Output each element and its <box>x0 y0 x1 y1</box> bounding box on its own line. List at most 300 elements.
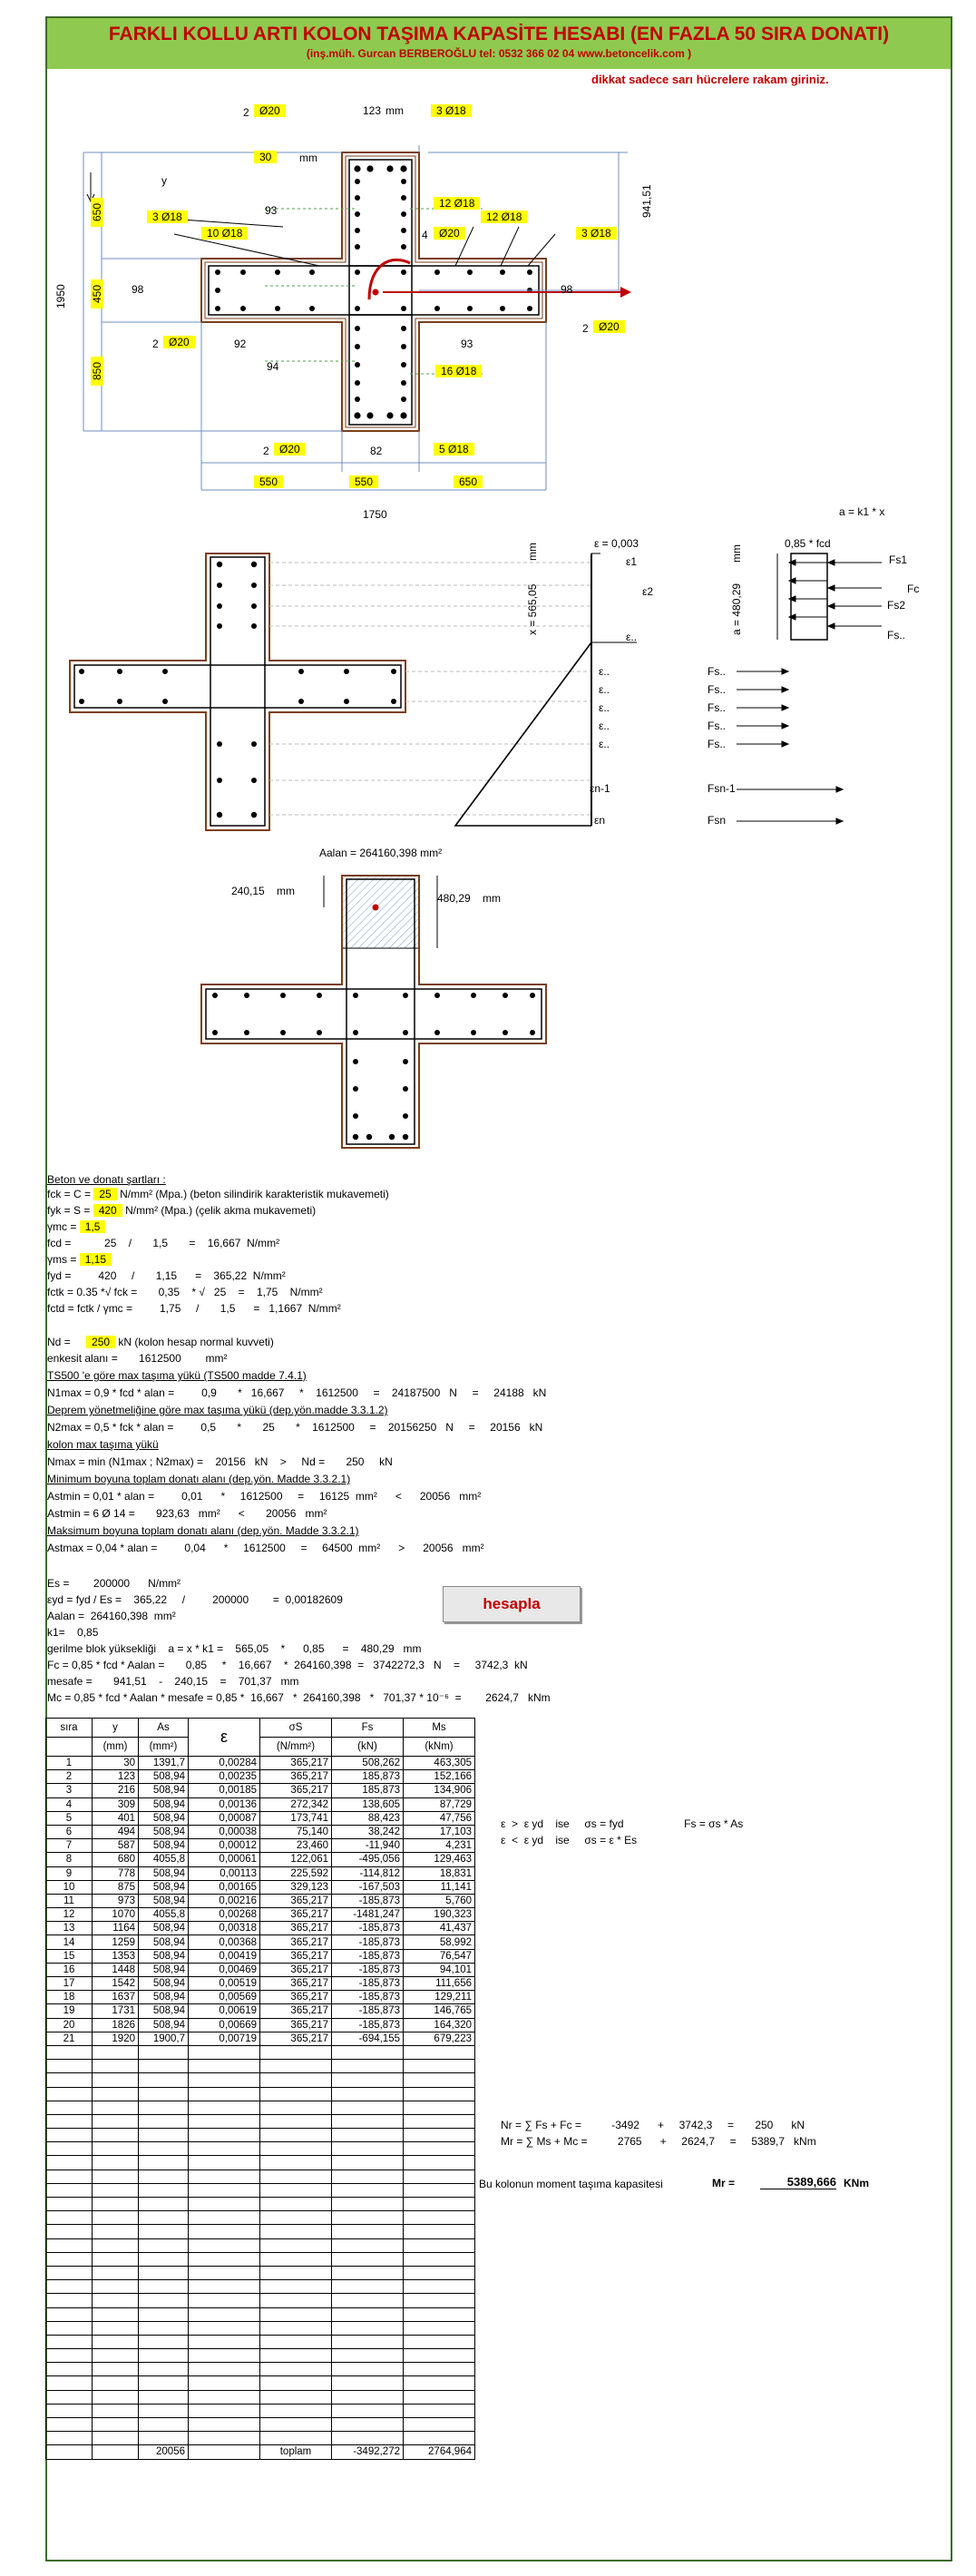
table-cell: 0,00268 <box>189 1908 260 1922</box>
table-cell: 185,873 <box>332 1770 404 1784</box>
table-cell: 365,217 <box>260 1757 332 1770</box>
table-cell-empty <box>260 2376 332 2390</box>
table-cell: -185,873 <box>332 1949 404 1963</box>
table-cell: 17,103 <box>404 1825 475 1838</box>
table-row-empty <box>46 2335 475 2348</box>
fck-label: fck = C = <box>47 1188 92 1200</box>
bar-10-18-input[interactable]: 10 Ø18 <box>201 227 248 240</box>
table-cell-empty <box>332 2101 404 2114</box>
table-cell-empty <box>332 2294 404 2307</box>
table-cell: 122,061 <box>260 1853 332 1866</box>
table-cell-empty <box>93 2142 139 2156</box>
table-cell: 365,217 <box>260 1991 332 2004</box>
total-fs: -3492,272 <box>332 2445 404 2459</box>
fc-label: Fc <box>907 583 920 595</box>
table-row <box>46 1797 475 1811</box>
eps2: ε2 <box>642 585 654 598</box>
table-cell-empty <box>332 2432 404 2445</box>
table-cell-empty <box>404 2183 475 2197</box>
total-ms: 2764,964 <box>404 2445 475 2459</box>
table-row-empty <box>46 2142 475 2156</box>
table-cell-empty <box>93 2321 139 2335</box>
table-cell-empty <box>260 2252 332 2266</box>
table-cell-empty <box>260 2114 332 2128</box>
table-cell-empty <box>260 2170 332 2183</box>
fck-input[interactable]: 25 <box>93 1188 116 1200</box>
eps-row-3: ε.. <box>599 701 610 714</box>
table-cell-empty <box>46 2156 93 2170</box>
width-550a-input[interactable]: 550 <box>254 475 283 488</box>
table-cell: 508,94 <box>139 2018 189 2032</box>
table-cell: 1070 <box>93 1908 139 1922</box>
dim-850-input[interactable]: 850 <box>91 357 103 386</box>
table-row <box>46 1811 475 1825</box>
table-cell-empty <box>404 2073 475 2087</box>
fs-row-5: Fs.. <box>708 738 726 750</box>
eps-n1: εn-1 <box>590 782 610 795</box>
table-cell: 14 <box>46 1935 93 1949</box>
table-cell-empty <box>139 2211 189 2225</box>
table-cell: 0,00318 <box>189 1922 260 1935</box>
eps-n: εn <box>594 814 606 827</box>
table-cell-empty <box>189 2142 260 2156</box>
table-row-empty <box>46 2101 475 2114</box>
table-cell-empty <box>139 2170 189 2183</box>
table-cell-empty <box>46 2376 93 2390</box>
table-cell-empty <box>332 2198 404 2211</box>
fs1-label: Fs1 <box>889 553 908 566</box>
page-title: FARKLI KOLLU ARTI KOLON TAŞIMA KAPASİTE HESABI (EN FAZLA 50 SIRA DONATI) <box>108 24 890 44</box>
table-cell: 0,00419 <box>189 1949 260 1963</box>
table-cell-empty <box>332 2349 404 2363</box>
block-line: gerilme blok yüksekliği a = x * k1 = 565,05 * 0,85 = 480,29 mm <box>47 1642 422 1655</box>
table-cell-empty <box>46 2114 93 2128</box>
table-cell-empty <box>404 2335 475 2348</box>
table-cell-empty <box>332 2060 404 2073</box>
unit-mm-x: mm <box>526 543 539 561</box>
dim-93-left: 93 <box>265 204 278 217</box>
table-cell: -11,940 <box>332 1839 404 1853</box>
table-row-empty <box>46 2156 475 2170</box>
table-cell: 30 <box>93 1757 139 1770</box>
table-cell-empty <box>93 2060 139 2073</box>
table-cell: 508,94 <box>139 1894 189 1907</box>
table-cell-empty <box>46 2266 93 2279</box>
table-cell-empty <box>93 2183 139 2197</box>
bar-16-18-input[interactable]: 16 Ø18 <box>435 365 482 377</box>
table-cell: 12 <box>46 1908 93 1922</box>
table-cell-empty <box>139 2349 189 2363</box>
table-cell: 164,320 <box>404 2018 475 2032</box>
table-cell-empty <box>93 2156 139 2170</box>
nd-label: Nd = <box>47 1336 71 1348</box>
table-cell-empty <box>332 2073 404 2087</box>
table-cell-empty <box>93 2225 139 2238</box>
table-cell: 18,831 <box>404 1866 475 1880</box>
unit-mm-a: mm <box>730 544 743 563</box>
gms-input[interactable]: 1,15 <box>80 1253 112 1266</box>
table-cell-empty <box>332 2404 404 2417</box>
table-cell-empty <box>189 2266 260 2279</box>
table-cell: 365,217 <box>260 1922 332 1935</box>
table-cell: 5 <box>46 1811 93 1825</box>
table-cell-empty <box>46 2404 93 2417</box>
mc-line: Mc = 0,85 * fcd * Aalan * mesafe = 0,85 * 16,667 * 264160,398 * 701,37 * 10⁻⁶ = 2624,7 kNm <box>47 1691 551 1704</box>
table-cell-empty <box>46 2211 93 2225</box>
table-cell-empty <box>260 2363 332 2376</box>
table-cell-empty <box>260 2156 332 2170</box>
table-cell-empty <box>139 2198 189 2211</box>
table-cell-empty <box>404 2390 475 2404</box>
th-eps: ε <box>189 1719 260 1757</box>
table-cell-empty <box>93 2073 139 2087</box>
table-cell: 173,741 <box>260 1811 332 1825</box>
table-cell-empty <box>332 2321 404 2335</box>
table-cell: 0,00619 <box>189 2004 260 2018</box>
gms-label: γms = <box>47 1253 77 1266</box>
table-row <box>46 1839 475 1853</box>
table-cell-empty <box>139 2073 189 2087</box>
table-cell: 679,223 <box>404 2032 475 2045</box>
table-cell: 494 <box>93 1825 139 1838</box>
table-cell-empty <box>332 2390 404 2404</box>
table-cell-empty <box>404 2060 475 2073</box>
table-cell: 508,94 <box>139 1784 189 1797</box>
y-axis-label: y <box>161 174 167 187</box>
table-cell: 5,760 <box>404 1894 475 1907</box>
table-cell-empty <box>404 2129 475 2142</box>
table-cell: 10 <box>46 1880 93 1894</box>
table-cell-empty <box>93 2045 139 2059</box>
dim-650-input[interactable]: 650 <box>91 198 103 227</box>
table-cell-empty <box>139 2156 189 2170</box>
table-row-empty <box>46 2294 475 2307</box>
table-cell: 463,305 <box>404 1757 475 1770</box>
nr-line: Nr = ∑ Fs + Fc = -3492 + 3742,3 = 250 kN <box>501 2119 805 2131</box>
table-cell-empty <box>404 2114 475 2128</box>
table-cell: 365,217 <box>260 1949 332 1963</box>
table-cell: 0,00216 <box>189 1894 260 1907</box>
total-as: 20056 <box>139 2445 189 2459</box>
table-cell-empty <box>93 2266 139 2279</box>
table-cell-empty <box>46 2390 93 2404</box>
fyk-desc: N/mm² (Mpa.) (çelik akma mukavemeti) <box>125 1204 317 1217</box>
table-cell: 2 <box>46 1770 93 1784</box>
fs-row-2: Fs.. <box>708 683 726 696</box>
table-cell: 8 <box>46 1853 93 1866</box>
table-cell: 1920 <box>93 2032 139 2045</box>
bar-3-18-left-input[interactable]: 3 Ø18 <box>147 211 188 223</box>
table-cell-empty <box>139 2418 189 2432</box>
table-cell-empty <box>139 2142 189 2156</box>
es-line: Es = 200000 N/mm² <box>47 1577 181 1590</box>
a-formula: a = k1 * x <box>839 505 885 518</box>
table-cell: 508,94 <box>139 1935 189 1949</box>
fsn-label: Fsn <box>708 814 727 827</box>
kmax-heading: kolon max taşıma yükü <box>47 1438 159 1451</box>
table-cell: -114,812 <box>332 1866 404 1880</box>
bar-4-20-input[interactable]: Ø20 <box>434 227 465 240</box>
bar-5-18-input[interactable]: 5 Ø18 <box>434 443 474 455</box>
table-row <box>46 1825 475 1838</box>
table-cell: 1542 <box>93 1977 139 1991</box>
table-unit-row <box>46 1738 475 1757</box>
table-cell-empty <box>332 2418 404 2432</box>
table-cell: 0,00185 <box>189 1784 260 1797</box>
table-cell-empty <box>332 2225 404 2238</box>
cover-input[interactable]: 30 <box>254 151 277 163</box>
table-cell: 365,217 <box>260 1770 332 1784</box>
table-row <box>46 1991 475 2004</box>
bar-count-right: 2 <box>582 322 589 335</box>
eps-row-4: ε.. <box>599 720 610 732</box>
table-cell-empty <box>404 2238 475 2252</box>
table-cell: 365,217 <box>260 1963 332 1976</box>
table-cell-empty <box>332 2363 404 2376</box>
table-cell-empty <box>93 2404 139 2417</box>
table-cell-empty <box>189 2170 260 2183</box>
table-cell-empty <box>46 2307 93 2321</box>
table-row-empty <box>46 2376 475 2390</box>
table-cell: 123 <box>93 1770 139 1784</box>
table-cell: 4055,8 <box>139 1908 189 1922</box>
table-cell-empty <box>93 2376 139 2390</box>
table-cell: 15 <box>46 1949 93 1963</box>
table-row-empty <box>46 2238 475 2252</box>
nmax-line: Nmax = min (N1max ; N2max) = 20156 kN > Nd = 250 kN <box>47 1455 393 1468</box>
table-cell: 365,217 <box>260 1908 332 1922</box>
table-cell-empty <box>332 2183 404 2197</box>
adepth-value: 480,29 <box>437 892 471 905</box>
table-cell: 508,94 <box>139 1770 189 1784</box>
mr-label: Mr = <box>712 2177 736 2189</box>
table-row <box>46 1977 475 1991</box>
nd-input[interactable]: 250 <box>86 1336 115 1348</box>
table-cell-empty <box>93 2129 139 2142</box>
mr-unit: KNm <box>844 2177 870 2189</box>
table-cell-empty <box>332 2335 404 2348</box>
table-cell-empty <box>139 2225 189 2238</box>
table-cell-empty <box>260 2418 332 2432</box>
table-row <box>46 1922 475 1935</box>
table-cell: 58,992 <box>404 1935 475 1949</box>
table-cell-empty <box>139 2363 189 2376</box>
table-cell: 87,729 <box>404 1797 475 1811</box>
area-line: enkesit alanı = 1612500 mm² <box>47 1352 228 1365</box>
unit-mm-2: mm <box>299 152 317 164</box>
table-cell: 973 <box>93 1894 139 1907</box>
table-cell-empty <box>189 2280 260 2294</box>
table-cell: 587 <box>93 1839 139 1853</box>
table-cell-empty <box>189 2073 260 2087</box>
table-cell-empty <box>93 2238 139 2252</box>
table-cell: 0,00038 <box>189 1825 260 1838</box>
bar-dia-top-input[interactable]: Ø20 <box>254 104 286 117</box>
table-cell-empty <box>46 2294 93 2307</box>
table-row <box>46 1770 475 1784</box>
mr-value: 5389,666 <box>760 2175 836 2189</box>
fctk-line: fctk = 0.35 *√ fck = 0,35 * √ 25 = 1,75 N/mm² <box>47 1286 323 1298</box>
aalan-label: Aalan = 264160,398 mm² <box>319 847 443 859</box>
table-cell-empty <box>93 2101 139 2114</box>
table-row-empty <box>46 2349 475 2363</box>
table-cell-empty <box>404 2349 475 2363</box>
gmc-input[interactable]: 1,5 <box>80 1220 106 1233</box>
k1-line: k1= 0,85 <box>47 1626 99 1639</box>
table-cell-empty <box>189 2418 260 2432</box>
bar-12-18-b-input[interactable]: 12 Ø18 <box>481 211 527 223</box>
table-cell-empty <box>332 2045 404 2059</box>
table-cell-empty <box>260 2390 332 2404</box>
table-cell-empty <box>46 2335 93 2348</box>
fs-row-3: Fs.. <box>708 701 726 714</box>
table-row-empty <box>46 2045 475 2059</box>
dim-82: 82 <box>370 445 383 457</box>
rule-2: ε < ε yd ise σs = ε * Es <box>501 1834 638 1846</box>
table-cell: 23,460 <box>260 1839 332 1853</box>
table-cell: 16 <box>46 1963 93 1976</box>
fyk-input[interactable]: 420 <box>93 1204 122 1217</box>
table-row <box>46 1949 475 1963</box>
table-cell: 365,217 <box>260 2018 332 2032</box>
table-cell-empty <box>404 2432 475 2445</box>
table-cell: 778 <box>93 1866 139 1880</box>
table-cell: 185,873 <box>332 1784 404 1797</box>
table-cell-empty <box>46 2073 93 2087</box>
table-cell-empty <box>260 2335 332 2348</box>
table-cell: 0,00284 <box>189 1757 260 1770</box>
bar-12-18-a-input[interactable]: 12 Ø18 <box>434 197 480 210</box>
dim-top-spacing: 123 <box>363 104 382 117</box>
table-cell: 1391,7 <box>139 1757 189 1770</box>
table-cell-empty <box>332 2142 404 2156</box>
table-cell: 1259 <box>93 1935 139 1949</box>
table-cell-empty <box>93 2432 139 2445</box>
table-row <box>46 1908 475 1922</box>
table-row <box>46 2032 475 2045</box>
dim-450-input[interactable]: 450 <box>91 279 103 309</box>
unit-fs: (kN) <box>332 1738 404 1757</box>
th-ms: Ms <box>404 1719 475 1738</box>
table-cell-empty <box>189 2129 260 2142</box>
width-650-input[interactable]: 650 <box>454 475 483 488</box>
table-cell: -185,873 <box>332 2018 404 2032</box>
table-cell-empty <box>93 2114 139 2128</box>
table-cell: 508,94 <box>139 1839 189 1853</box>
table-cell: 0,00368 <box>189 1935 260 1949</box>
table-row-empty <box>46 2418 475 2432</box>
table-cell-empty <box>189 2363 260 2376</box>
table-cell: 134,906 <box>404 1784 475 1797</box>
table-cell-empty <box>189 2156 260 2170</box>
fcd-line: fcd = 25 / 1,5 = 16,667 N/mm² <box>47 1237 280 1249</box>
table-cell-empty <box>332 2238 404 2252</box>
table-row <box>46 1853 475 1866</box>
table-cell: -185,873 <box>332 1991 404 2004</box>
table-row-empty <box>46 2321 475 2335</box>
table-cell-empty <box>404 2307 475 2321</box>
table-cell: 111,656 <box>404 1977 475 1991</box>
table-cell: 4 <box>46 1797 93 1811</box>
table-cell-empty <box>139 2129 189 2142</box>
table-cell-empty <box>189 2087 260 2101</box>
table-cell-empty <box>139 2280 189 2294</box>
table-cell: 21 <box>46 2032 93 2045</box>
table-cell-empty <box>46 2252 93 2266</box>
table-cell: 680 <box>93 1853 139 1866</box>
table-cell-empty <box>93 2087 139 2101</box>
table-row-empty <box>46 2198 475 2211</box>
calculate-button[interactable]: hesapla <box>443 1586 581 1622</box>
table-cell: 0,00719 <box>189 2032 260 2045</box>
table-cell-empty <box>93 2390 139 2404</box>
table-cell-empty <box>46 2280 93 2294</box>
table-cell-empty <box>46 2101 93 2114</box>
astmin1-line: Astmin = 0,01 * alan = 0,01 * 1612500 = 16125 mm² < 20056 mm² <box>47 1490 482 1503</box>
table-cell: 216 <box>93 1784 139 1797</box>
table-cell-empty <box>260 2349 332 2363</box>
table-cell: 38,242 <box>332 1825 404 1838</box>
bar-20-left-input[interactable]: Ø20 <box>163 336 195 348</box>
bar-3-18-top-input[interactable]: 3 Ø18 <box>431 104 472 117</box>
table-cell-empty <box>260 2294 332 2307</box>
table-cell-empty <box>404 2170 475 2183</box>
table-cell-empty <box>260 2307 332 2321</box>
unit-as: (mm²) <box>139 1738 189 1757</box>
table-cell-empty <box>260 2101 332 2114</box>
table-cell: 401 <box>93 1811 139 1825</box>
table-cell: 508,94 <box>139 1866 189 1880</box>
nd-desc: kN (kolon hesap normal kuvveti) <box>118 1336 274 1348</box>
table-row-empty <box>46 2087 475 2101</box>
table-cell: -185,873 <box>332 1922 404 1935</box>
dim-94: 94 <box>267 360 279 373</box>
strain-diagram <box>47 535 951 844</box>
table-cell-empty <box>46 2142 93 2156</box>
table-cell-empty <box>332 2307 404 2321</box>
table-cell: 17 <box>46 1977 93 1991</box>
fyk-label: fyk = S = <box>47 1204 91 1217</box>
table-cell-empty <box>332 2156 404 2170</box>
width-550b-input[interactable]: 550 <box>349 475 378 488</box>
table-cell: 19 <box>46 2004 93 2018</box>
table-cell: 47,756 <box>404 1811 475 1825</box>
table-cell: 4055,8 <box>139 1853 189 1866</box>
bar-count-4: 4 <box>422 229 428 241</box>
unit-sira <box>46 1738 93 1757</box>
bar-20-right-input[interactable]: Ø20 <box>593 320 625 333</box>
bar-20-bottom-input[interactable]: Ø20 <box>274 443 306 455</box>
table-cell: 11 <box>46 1894 93 1907</box>
table-cell: 190,323 <box>404 1908 475 1922</box>
bar-3-18-right-input[interactable]: 3 Ø18 <box>576 227 617 240</box>
table-cell: 129,463 <box>404 1853 475 1866</box>
table-cell: 508,94 <box>139 1797 189 1811</box>
table-cell-empty <box>332 2266 404 2279</box>
table-cell-empty <box>404 2101 475 2114</box>
table-cell: 0,00113 <box>189 1866 260 1880</box>
fck-desc: N/mm² (Mpa.) (beton silindirik karakteristik mukavemeti) <box>120 1188 389 1200</box>
table-cell-empty <box>189 2321 260 2335</box>
unit-mm-ad: mm <box>483 892 501 905</box>
table-cell-empty <box>189 2404 260 2417</box>
table-cell-empty <box>332 2087 404 2101</box>
table-cell-empty <box>189 2390 260 2404</box>
table-cell-empty <box>189 2294 260 2307</box>
section-drawing <box>47 91 951 499</box>
table-cell: 508,262 <box>332 1757 404 1770</box>
table-cell-empty <box>139 2307 189 2321</box>
